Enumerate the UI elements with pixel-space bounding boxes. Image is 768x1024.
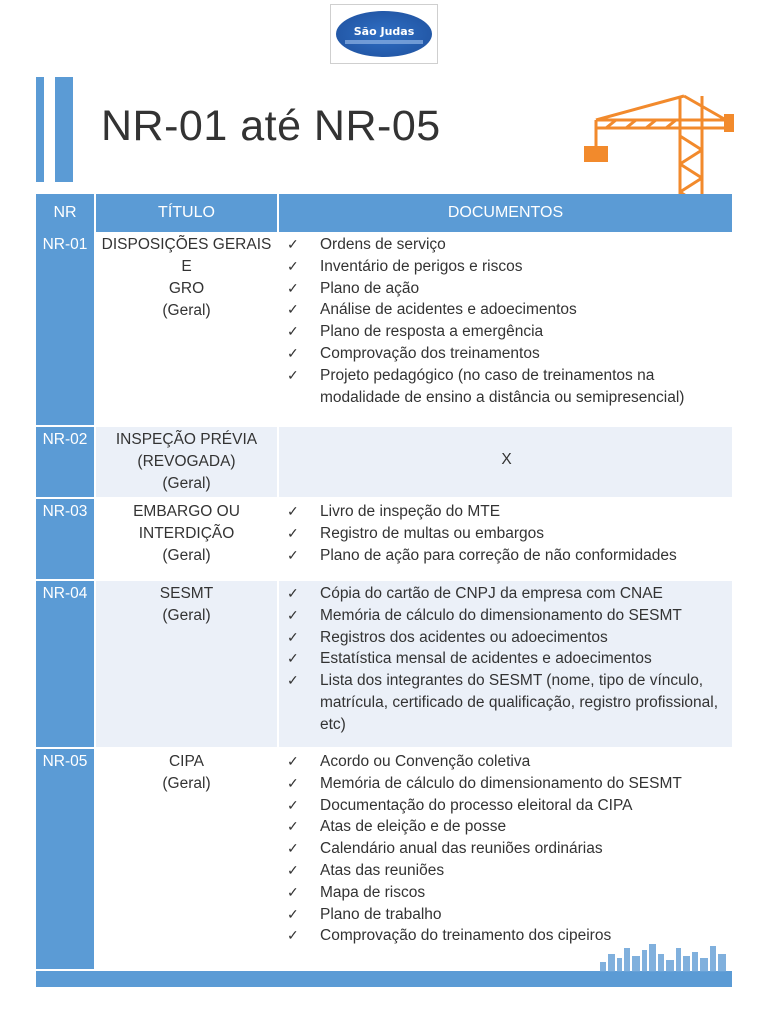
checkmark-icon: ✓	[287, 753, 299, 769]
document-item	[285, 583, 728, 605]
nr-code: NR-01	[36, 232, 95, 426]
document-text: Cópia do cartão de CNPJ da empresa com CNAE	[320, 585, 663, 602]
document-item	[285, 882, 728, 904]
document-text: Registros dos acidentes ou adoecimentos	[320, 628, 608, 646]
document-text: Mapa de riscos	[320, 883, 426, 901]
page-title: NR-01 até NR-05	[101, 102, 441, 150]
header-nr: NR	[36, 194, 95, 232]
documents-cell	[278, 748, 732, 970]
checkmark-icon: ✓	[287, 650, 299, 667]
header-documentos: DOCUMENTOS	[278, 194, 732, 232]
document-text: Atas de eleição e de posse	[320, 818, 507, 836]
document-text: Memória de cálculo do dimensionamento do SESMT	[320, 774, 682, 792]
title-line: INTERDIÇÃO	[138, 525, 235, 542]
table-header-row	[36, 194, 732, 232]
document-text: Estatística mensal de acidentes e adoecimentos	[320, 650, 652, 668]
checkmark-icon: ✓	[287, 546, 299, 563]
title-line: SESMT	[159, 585, 214, 602]
document-text: Plano de ação para correção de não conformidades	[320, 546, 677, 564]
document-item	[285, 816, 728, 838]
table-row	[36, 498, 732, 580]
checkmark-icon: ✓	[287, 796, 299, 813]
document-item	[285, 545, 728, 567]
document-item	[285, 501, 728, 523]
checkmark-icon: ✓	[287, 628, 299, 645]
document-text: Documentação do processo eleitoral da CIPA	[320, 796, 633, 814]
document-item	[285, 256, 728, 278]
documents-cell	[278, 232, 732, 426]
checkmark-icon: ✓	[287, 323, 299, 340]
document-text: Projeto pedagógico (no caso de treinamentos na modalidade de ensino a distância ou semipresencial)	[320, 366, 685, 406]
checkmark-icon: ✓	[287, 344, 299, 361]
documents-cell	[278, 426, 732, 498]
title-line: GRO	[168, 280, 205, 297]
title-accent-bar-thin	[36, 77, 44, 182]
documents-cell	[278, 498, 732, 580]
checkmark-icon: ✓	[287, 524, 299, 541]
document-item	[285, 234, 728, 256]
document-text: Ordens de serviço	[320, 236, 446, 253]
table-row	[36, 232, 732, 426]
table-row	[36, 580, 732, 748]
title-line: (Geral)	[162, 475, 211, 492]
title-accent-bar-thick	[55, 77, 73, 182]
document-text: Acordo ou Convenção coletiva	[320, 753, 531, 770]
checkmark-icon: ✓	[287, 301, 299, 318]
title-line: (Geral)	[162, 547, 211, 564]
document-text: Inventário de perigos e riscos	[320, 257, 523, 275]
document-text: Calendário anual das reuniões ordinárias	[320, 840, 603, 858]
title-line: INSPEÇÃO PRÉVIA	[115, 431, 258, 448]
document-item	[285, 670, 728, 735]
document-item	[285, 904, 728, 926]
document-item	[285, 343, 728, 365]
nr-code: NR-03	[36, 498, 95, 580]
document-item	[285, 605, 728, 627]
checkmark-icon: ✓	[287, 606, 299, 623]
nr-code: NR-04	[36, 580, 95, 748]
documents-cell	[278, 580, 732, 748]
checkmark-icon: ✓	[287, 927, 299, 944]
title-line: (Geral)	[162, 775, 211, 792]
document-text: Registro de multas ou embargos	[320, 524, 545, 542]
checkmark-icon: ✓	[287, 366, 299, 383]
logo-tagline-mark	[345, 40, 423, 44]
nr-title	[95, 498, 278, 580]
nr-title	[95, 426, 278, 498]
sao-judas-logo	[330, 4, 438, 64]
document-text: Lista dos integrantes do SESMT (nome, tipo de vínculo, matrícula, certificado de qualificação, registro profissional, etc)	[320, 672, 719, 733]
nr-code: NR-02	[36, 426, 95, 498]
document-text: Atas das reuniões	[320, 861, 445, 879]
documents-list	[285, 583, 728, 736]
document-text: Análise de acidentes e adoecimentos	[320, 301, 577, 319]
table-row	[36, 748, 732, 970]
document-item	[285, 365, 728, 409]
documents-list	[285, 751, 728, 947]
document-item	[285, 773, 728, 795]
header-titulo: TÍTULO	[95, 194, 278, 232]
document-text: Memória de cálculo do dimensionamento do SESMT	[320, 606, 682, 624]
title-line: EMBARGO OU	[133, 503, 240, 520]
nr-title	[95, 748, 278, 970]
nr-table	[36, 194, 732, 987]
document-item	[285, 751, 728, 773]
document-item	[285, 627, 728, 649]
checkmark-icon: ✓	[287, 503, 299, 519]
document-item	[285, 838, 728, 860]
document-text: Plano de trabalho	[320, 905, 442, 923]
table-footer-bar	[36, 970, 732, 987]
document-item	[285, 648, 728, 670]
document-text: Comprovação dos treinamentos	[320, 344, 540, 362]
document-item	[285, 299, 728, 321]
nr-title	[95, 580, 278, 748]
documents-list	[285, 234, 728, 408]
title-line: DISPOSIÇÕES GERAIS E	[101, 236, 272, 275]
document-item	[285, 523, 728, 545]
checkmark-icon: ✓	[287, 279, 299, 296]
document-text: Livro de inspeção do MTE	[320, 503, 501, 520]
checkmark-icon: ✓	[287, 257, 299, 274]
title-line: (REVOGADA)	[137, 453, 236, 470]
document-item	[285, 278, 728, 300]
no-documents-mark: X	[501, 451, 512, 468]
checkmark-icon: ✓	[287, 236, 299, 252]
checkmark-icon: ✓	[287, 672, 299, 689]
table-row	[36, 426, 732, 498]
title-line: (Geral)	[162, 607, 211, 624]
logo-text: São Judas	[353, 25, 415, 38]
checkmark-icon: ✓	[287, 585, 299, 601]
title-line: CIPA	[168, 753, 205, 770]
checkmark-icon: ✓	[287, 883, 299, 900]
city-skyline-icon	[596, 940, 732, 972]
document-text: Plano de resposta a emergência	[320, 323, 544, 341]
document-text: Comprovação do treinamento dos cipeiros	[320, 927, 612, 945]
document-item	[285, 860, 728, 882]
checkmark-icon: ✓	[287, 905, 299, 922]
checkmark-icon: ✓	[287, 774, 299, 791]
checkmark-icon: ✓	[287, 840, 299, 857]
nr-title	[95, 232, 278, 426]
document-text: Plano de ação	[320, 279, 420, 297]
checkmark-icon: ✓	[287, 818, 299, 835]
title-line: (Geral)	[162, 302, 211, 319]
documents-list	[285, 501, 728, 566]
nr-code: NR-05	[36, 748, 95, 970]
document-item	[285, 321, 728, 343]
document-item	[285, 795, 728, 817]
checkmark-icon: ✓	[287, 861, 299, 878]
